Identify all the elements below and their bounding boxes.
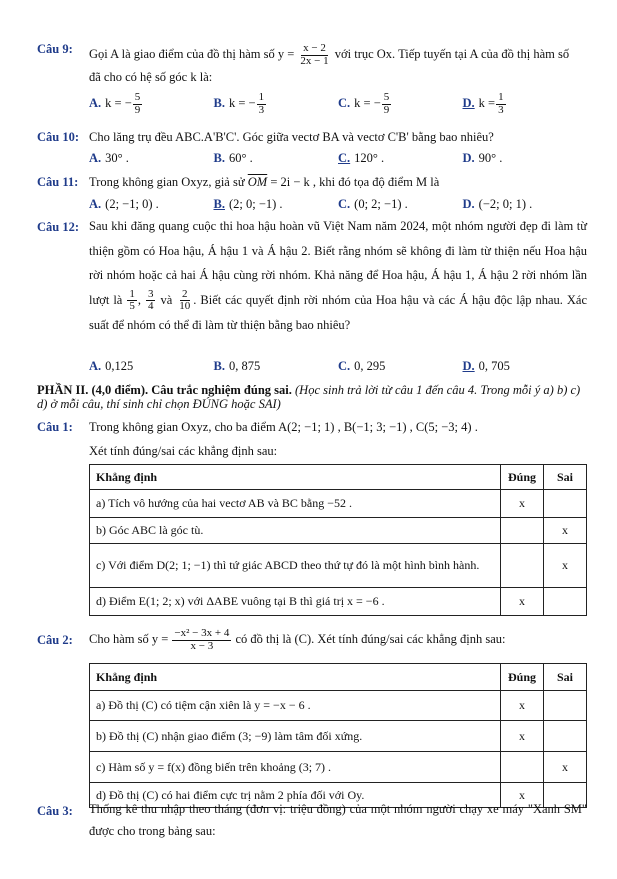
table-row: d) Điểm E(1; 2; x) với ΔABE vuông tại B thì giá trị x = −6 . x [90,588,587,616]
part2-title: PHẦN II. (4,0 điểm). Câu trắc nghiệm đúng sai. [37,383,292,397]
q10-option-a[interactable]: A. 30° . [89,151,129,165]
q12-number: Câu 12: [37,220,80,234]
c3-paragraph: Thống kê thu nhập theo tháng (đơn vị: triệu đồng) của một nhóm người chạy xe máy "Xanh SM" được cho trong bảng sau: [89,802,587,838]
c1-table [89,464,587,616]
q12-option-c[interactable]: C. 0, 295 [338,359,386,373]
table-row: b) Góc ABC là góc tù. x [90,518,587,544]
dung-cell[interactable]: x [501,490,544,518]
dung-cell[interactable]: x [501,783,544,808]
sai-cell[interactable] [544,490,587,518]
c2-number: Câu 2: [37,633,73,647]
q12-option-a[interactable]: A. 0,125 [89,359,134,373]
q9-number: Câu 9: [37,42,73,56]
q12-option-b[interactable]: B. 0, 875 [213,359,261,373]
table-row: b) Đồ thị (C) nhận giao điểm (3; −9) làm tâm đối xứng. x [90,721,587,752]
q10-option-d[interactable]: D. 90° . [462,151,503,165]
q11-option-b[interactable]: B. (2; 0; −1) . [213,197,283,211]
table-row: c) Với điểm D(2; 1; −1) thì tứ giác ABCD theo thứ tự đó là một hình bình hành. x [90,544,587,588]
table-header-row: Khẳng định Đúng Sai [90,465,587,490]
dung-cell[interactable] [501,752,544,783]
c2-fraction: $\frac{\text{−x² − 3x + 4}}{x - 3}$ [174,627,230,652]
q12-paragraph: Sau khi đăng quang cuộc thi hoa hậu hoàn vũ Việt Nam năm 2024, một nhóm người đẹp đi làm từ thiện gồm có Hoa hậu, Á hậu 1 và Á hậu 2. Biết rằng nhóm sẽ không đi làm từ thiện nếu Hoa hậu rời nhóm hoặc cả hai Á hậu cùng rời nhóm. Khả năng để Hoa hậu, Á hậu 1, Á hậu 2 rời nhóm lần lượt là $\frac{1}{5}$ , $\frac{3}{4}$ và $\frac{2}{10}$ . Biết các quyết định rời nhóm của Hoa hậu và các Á hậu độc lập nhau. Xác suất để nhóm có thể đi làm từ thiện bằng bao nhiêu? [89,219,588,332]
c3-number: Câu 3: [37,804,73,818]
c2-table [89,663,587,808]
q9-text-a: Gọi A là giao điểm của đồ thị hàm số y = [89,46,295,61]
sai-cell[interactable] [544,691,587,721]
q9-option-c[interactable]: C. k = − $\frac{5}{9}$ [338,91,390,116]
q9-option-b[interactable]: B. k = − $\frac{1}{3}$ [213,91,265,116]
sai-cell[interactable]: x [544,518,587,544]
q10-number: Câu 10: [37,130,80,144]
q10-option-b[interactable]: B. 60° . [213,151,253,165]
q9-text-b: với trục Ox. Tiếp tuyến tại A của đồ thị hàm số [334,46,570,61]
c1-number: Câu 1: [37,420,73,434]
q11-number: Câu 11: [37,175,79,189]
dung-cell[interactable]: x [501,588,544,616]
sai-cell[interactable] [544,721,587,752]
q11-option-c[interactable]: C. (0; 2; −1) . [338,197,408,211]
sai-cell[interactable]: x [544,752,587,783]
q12-option-d[interactable]: D. 0, 705 [462,359,510,373]
q11-options [89,197,587,212]
q11-option-d[interactable]: D. (−2; 0; 1) . [462,197,533,211]
dung-cell[interactable] [501,544,544,588]
table-row: c) Hàm số y = f(x) đồng biến trên khoảng (3; 7) . x [90,752,587,783]
q11-option-a[interactable]: A. (2; −1; 0) . [89,197,159,211]
dung-cell[interactable]: x [501,691,544,721]
q9-fraction: $\frac{x - 2}{2x - 1}$ [300,42,329,67]
table-row: a) Đồ thị (C) có tiệm cận xiên là y = −x − 6 . x [90,691,587,721]
sai-cell[interactable]: x [544,544,587,588]
part2-note: (Học sinh trả lời từ câu 1 đến câu 4. Trong mỗi ý a) b) c) d) ở mỗi câu, thí sinh chỉ chọn ĐÚNG hoặc SAI) [37,383,581,411]
table-row: d) Đồ thị (C) có hai điểm cực trị nằm 2 phía đối với Oy. x [90,783,587,808]
dung-cell[interactable]: x [501,721,544,752]
sai-cell[interactable] [544,588,587,616]
dung-cell[interactable] [501,518,544,544]
part2-heading [37,383,592,411]
q9-option-a[interactable]: A. k = − $\frac{5}{9}$ [89,91,141,116]
table-row: a) Tích vô hướng của hai vectơ AB và BC bằng −52 . x [90,490,587,518]
table-header-row: Khẳng định Đúng Sai [90,664,587,691]
q9-options [89,92,587,116]
exam-page: Câu 9: Gọi A là giao điểm của đồ thị hàm số y = $\frac{x - 2}{2x - 1}$ với trục Ox. Tiếp tuyến tại A của đồ thị hàm số đã cho có hệ số góc k là: A. k = − $\frac{5}{9}$ B. k = − $\frac{1}{3}$ C. k = − $\frac{5}{9}$ D. k = $\frac{1}{3}$ Câu 10: Cho lăng trụ đều ABC.A'B'C'. Góc giữa vectơ BA và vectơ C'B' bằng bao nhiêu? A. 30° . B. 60° . C. 120° . D. 90° . Câu 11: Trong không gian Oxyz, giả sử $\overline{OM} = 2i - k$ , khi đó tọa độ điểm M là A. (2; −1; 0) . B. (2; 0; −1) . C. (0; 2; −1) . D. (−2; 0; 1) . Câu 12: Sau khi đăng quang cuộc thi hoa hậu hoàn vũ Việt Nam năm 2024, một nhóm người đẹp đi làm từ thiện gồm có Hoa hậu, Á hậu 1 và Á hậu 2. Biết rằng nhóm sẽ không đi làm từ thiện nếu Hoa hậu rời nhóm hoặc cả hai Á hậu cùng rời nhóm. Khả năng để Hoa hậu, Á hậu 1, Á hậu 2 rời nhóm lần lượt là $\frac{1}{5}$ , $\frac{3}{4}$ và $\frac{2}{10}$ . Biết các quyết định rời nhóm của Hoa hậu và các Á hậu độc lập nhau. Xác suất để nhóm có thể đi làm từ thiện bằng bao nhiêu? A. 0,125 B. 0, 875 C. 0, 295 D. 0, 705 PHẦN II. (4,0 điểm). Câu trắc nghiệm đúng sai. (Học sinh trả lời từ câu 1 đến câu 4. Trong mỗi ý a) b) c) d) ở mỗi câu, thí sinh chỉ chọn ĐÚNG hoặc SAI) Câu 1: Trong không gian Oxyz, cho ba điểm A(2; −1; 1) , B(−1; 3; −1) , C(5; −3; 4) . Xét tính đúng/sai các khẳng định sau: Khẳng định Đúng Sai a) Tích vô hướng của hai vectơ AB và BC bằng −52 . x b) Góc ABC là góc tù. x c) Với điểm D(2; 1; −1) thì tứ giác ABCD theo thứ tự đó là một hình bình hành. x d) Điểm E(1; 2; x) với ΔABE vuông tại B thì giá trị x = −6 . x Câu 2: Cho hàm số y = $\frac{\text{−x² − 3x + 4}}{x - 3}$ có đồ thị là (C). Xét tính đúng/sai các khẳng định sau: Khẳng định Đúng Sai a) Đồ thị (C) có tiệm cận xiên là y = −x − 6 . x b) Đồ thị (C) nhận giao điểm (3; −9) làm tâm đối xứng. x c) Hàm số y = f(x) đồng biến trên khoảng (3; 7) . x d) Đồ thị (C) có hai điểm cực trị nằm 2 phía đối với Oy. x Câu 3: Thống kê thu nhập theo tháng (đơn vị: triệu đồng) của một nhóm người chạy xe máy "Xanh SM" được cho trong bảng sau: [0,0,617,879]
vector-om: $\overline{OM}$ [247,175,268,189]
q10-options [89,151,587,166]
q10-option-c[interactable]: C. 120° . [338,151,385,165]
q9-option-d[interactable]: D. k = $\frac{1}{3}$ [462,91,504,116]
q12-options [89,359,587,374]
